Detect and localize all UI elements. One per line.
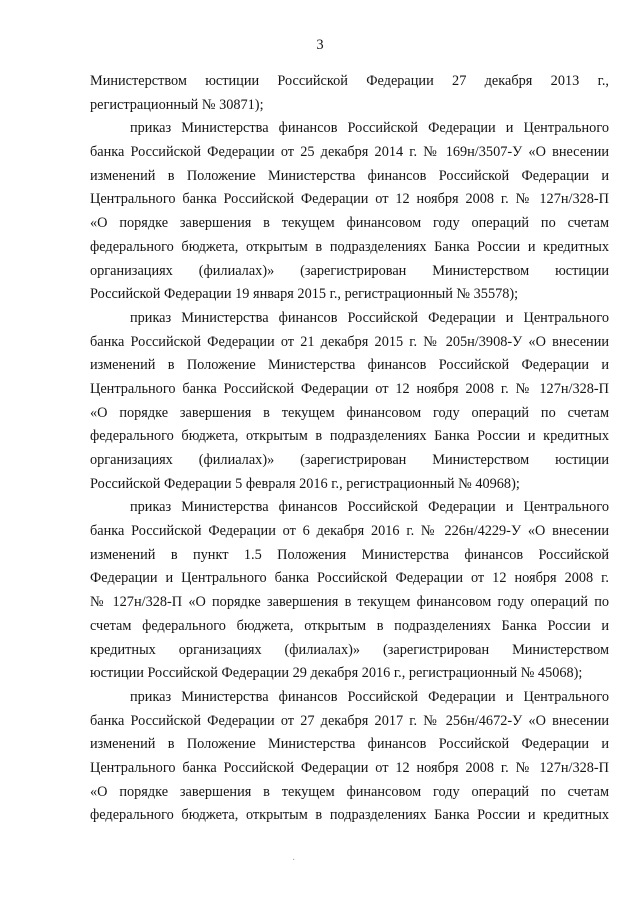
text-line: изменений в Положение Министерства финансов Российской Федерации и [90,736,609,753]
text-line: № 127н/328-П «О порядке завершения в текущем финансовом году операций по [90,594,609,611]
text-line: банка Российской Федерации от 25 декабря 2014 г. № 169н/3507-У «О внесении [90,144,609,161]
paragraph-first-line: приказ Министерства финансов Российской Федерации и Центрального [130,499,609,516]
text-line: Центрального банка Российской Федерации от 12 ноября 2008 г. № 127н/328-П [90,759,609,776]
text-line: «О порядке завершения в текущем финансовом году операций по счетам [90,215,609,232]
text-line: банка Российской Федерации от 6 декабря 2016 г. № 226н/4229-У «О внесении [90,523,609,540]
text-line: Центрального банка Российской Федерации от 12 ноября 2008 г. № 127н/328-П [90,380,609,397]
text-line: счетам федерального бюджета, открытым в подразделениях Банка России и [90,617,609,634]
text-line: изменений в Положение Министерства финансов Российской Федерации и [90,357,609,374]
text-line: федерального бюджета, открытым в подразделениях Банка России и кредитных [90,238,609,255]
text-line: Центрального банка Российской Федерации от 12 ноября 2008 г. № 127н/328-П [90,191,609,208]
text-line: «О порядке завершения в текущем финансовом году операций по счетам [90,404,609,421]
text-line: банка Российской Федерации от 21 декабря 2015 г. № 205н/3908-У «О внесении [90,333,609,350]
paragraph-first-line: приказ Министерства финансов Российской Федерации и Центрального [130,688,609,705]
text-line: регистрационный № 30871); [90,96,264,113]
text-line: «О порядке завершения в текущем финансовом году операций по счетам [90,783,609,800]
text-line: Российской Федерации 5 февраля 2016 г., регистрационный № 40968); [90,475,520,492]
text-line: кредитных организациях (филиалах)» (зарегистрирован Министерством [90,641,609,658]
text-line: юстиции Российской Федерации 29 декабря 2016 г., регистрационный № 45068); [90,665,583,682]
text-line: Министерством юстиции Российской Федерации 27 декабря 2013 г., [90,73,609,89]
page-number: 3 [316,37,324,53]
text-line: федерального бюджета, открытым в подразделениях Банка России и кредитных [90,807,609,824]
text-line: организациях (филиалах)» (зарегистрирован Министерством юстиции [90,452,609,468]
document-body [90,70,609,828]
paragraph-first-line: приказ Министерства финансов Российской Федерации и Центрального [130,309,609,326]
text-line: банка Российской Федерации от 27 декабря 2017 г. № 256н/4672-У «О внесении [90,712,609,729]
text-line: федерального бюджета, открытым в подразделениях Банка России и кредитных [90,428,609,445]
text-line: изменений в Положение Министерства финансов Российской Федерации и [90,167,609,184]
text-line: изменений в пункт 1.5 Положения Министерства финансов Российской [90,546,609,563]
scan-speck: · [292,855,296,866]
paragraph-first-line: приказ Министерства финансов Российской Федерации и Центрального [130,120,609,137]
text-line: Федерации и Центрального банка Российской Федерации от 12 ноября 2008 г. [90,570,609,587]
text-line: Российской Федерации 19 января 2015 г., регистрационный № 35578); [90,286,519,303]
text-line: организациях (филиалах)» (зарегистрирован Министерством юстиции [90,262,609,279]
